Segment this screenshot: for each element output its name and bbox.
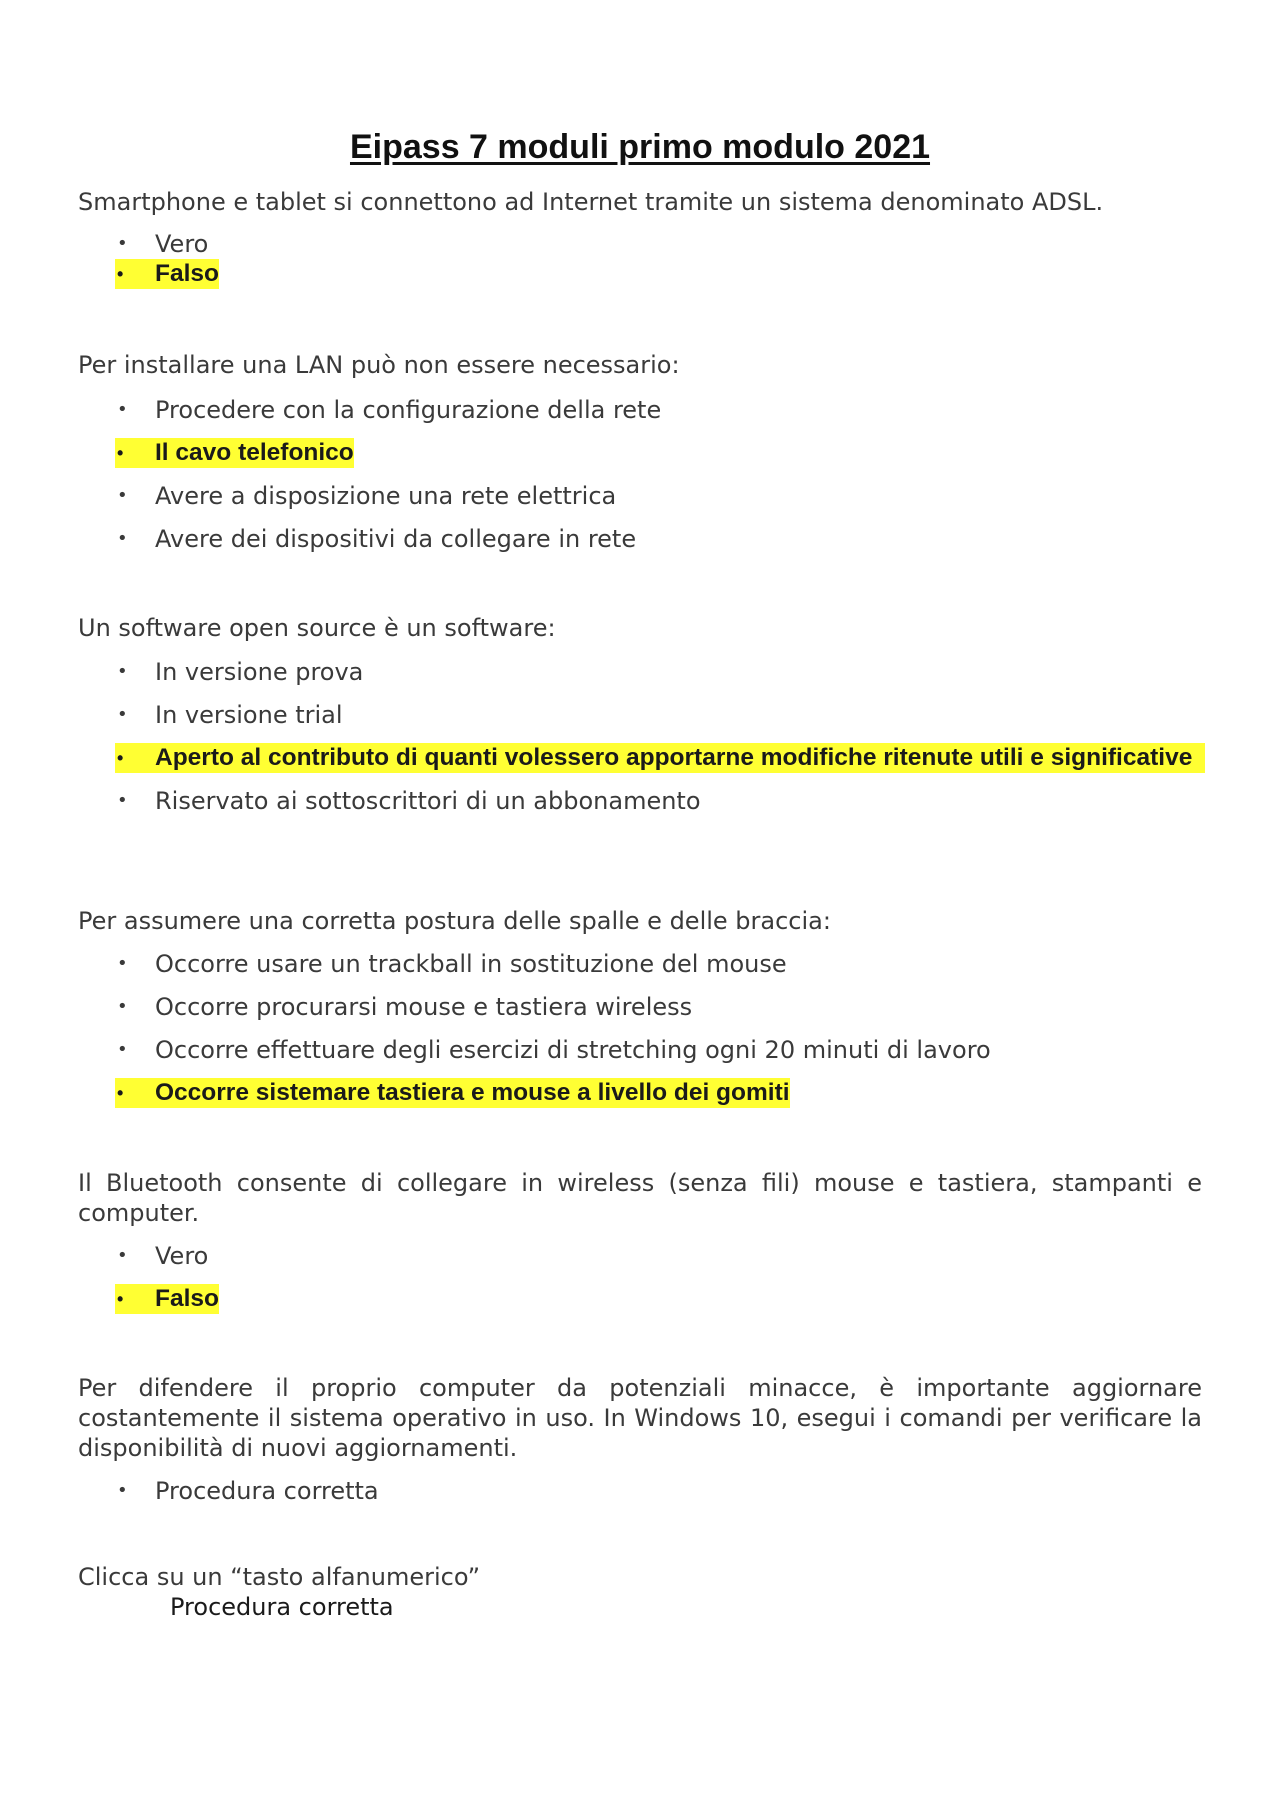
option-label: In versione trial <box>155 701 343 729</box>
bullet-icon: • <box>117 443 124 463</box>
bullet-icon: • <box>117 485 128 506</box>
option-label: Procedere con la configurazione della rete <box>155 396 662 424</box>
bullet-icon: • <box>117 748 124 768</box>
bullet-icon: • <box>117 1083 124 1103</box>
option-label: Occorre sistemare tastiera e mouse a livello dei gomiti <box>155 1079 790 1106</box>
bullet-icon: • <box>117 528 128 549</box>
option-label: Occorre usare un trackball in sostituzione del mouse <box>155 950 787 978</box>
option-item <box>115 949 787 979</box>
option-item <box>115 395 661 425</box>
option-item <box>115 657 363 687</box>
option-label: Avere a disposizione una rete elettrica <box>155 482 617 510</box>
option-item-correct <box>115 1284 219 1314</box>
bullet-icon: • <box>117 1480 128 1501</box>
question-text: Per installare una LAN può non essere necessario: <box>78 351 680 379</box>
option-item-correct <box>115 1078 790 1108</box>
question-text: Per assumere una corretta postura delle spalle e delle braccia: <box>78 907 831 935</box>
option-label: Vero <box>155 230 209 258</box>
bullet-icon: • <box>117 1039 128 1060</box>
option-label: Procedura corretta <box>155 1477 379 1505</box>
bullet-icon: • <box>117 996 128 1017</box>
options-list <box>115 1241 1205 1314</box>
question-text: Il Bluetooth consente di collegare in wireless (senza fili) mouse e tastiera, stampanti e computer. <box>78 1169 1202 1227</box>
bullet-icon: • <box>117 953 128 974</box>
option-label: Il cavo telefonico <box>155 439 354 466</box>
question-text: Per difendere il proprio computer da potenziali minacce, è importante aggiornare costantemente il sistema operativo in uso. In Windows 10, esegui i comandi per verificare la disponibilità di nuovi aggiornamenti. <box>78 1374 1202 1462</box>
option-item <box>115 992 692 1022</box>
options-list <box>115 657 1205 816</box>
option-label: Falso <box>155 260 219 287</box>
option-item <box>115 481 616 511</box>
option-item <box>115 700 343 730</box>
option-item <box>115 1476 379 1506</box>
bullet-icon: • <box>117 399 128 420</box>
bullet-icon: • <box>117 661 128 682</box>
option-item <box>115 1035 991 1065</box>
question-text: Smartphone e tablet si connettono ad Internet tramite un sistema denominato ADSL. <box>78 188 1104 216</box>
document-title: Eipass 7 moduli primo modulo 2021 <box>349 128 931 166</box>
option-item-correct <box>115 259 219 289</box>
option-item-correct <box>115 743 1205 773</box>
bullet-icon: • <box>117 1289 124 1309</box>
bullet-icon: • <box>117 1245 128 1266</box>
options-list <box>115 949 1205 1108</box>
option-item <box>115 524 636 554</box>
option-item-correct <box>115 438 354 468</box>
option-label: Occorre procurarsi mouse e tastiera wireless <box>155 993 693 1021</box>
option-label: Riservato ai sottoscrittori di un abbonamento <box>155 787 701 815</box>
option-label: Vero <box>155 1242 209 1270</box>
bullet-icon: • <box>117 704 128 725</box>
options-list <box>115 1476 1205 1506</box>
question-text: Un software open source è un software: <box>78 614 556 642</box>
option-label: Avere dei dispositivi da collegare in rete <box>155 525 637 553</box>
bullet-icon: • <box>117 233 128 254</box>
answer-note: Procedura corretta <box>170 1593 394 1621</box>
options-list <box>115 229 1205 289</box>
question-text: Clicca su un “tasto alfanumerico” <box>78 1563 481 1591</box>
bullet-icon: • <box>117 264 124 284</box>
option-label: Falso <box>155 1285 219 1312</box>
option-item <box>115 1241 208 1271</box>
option-item <box>115 229 208 259</box>
option-label: Aperto al contributo di quanti volessero apportarne modifiche ritenute utili e significative <box>155 744 1193 771</box>
option-item <box>115 786 701 816</box>
option-label: In versione prova <box>155 658 364 686</box>
bullet-icon: • <box>117 790 128 811</box>
option-label: Occorre effettuare degli esercizi di stretching ogni 20 minuti di lavoro <box>155 1036 991 1064</box>
options-list <box>115 395 1205 554</box>
